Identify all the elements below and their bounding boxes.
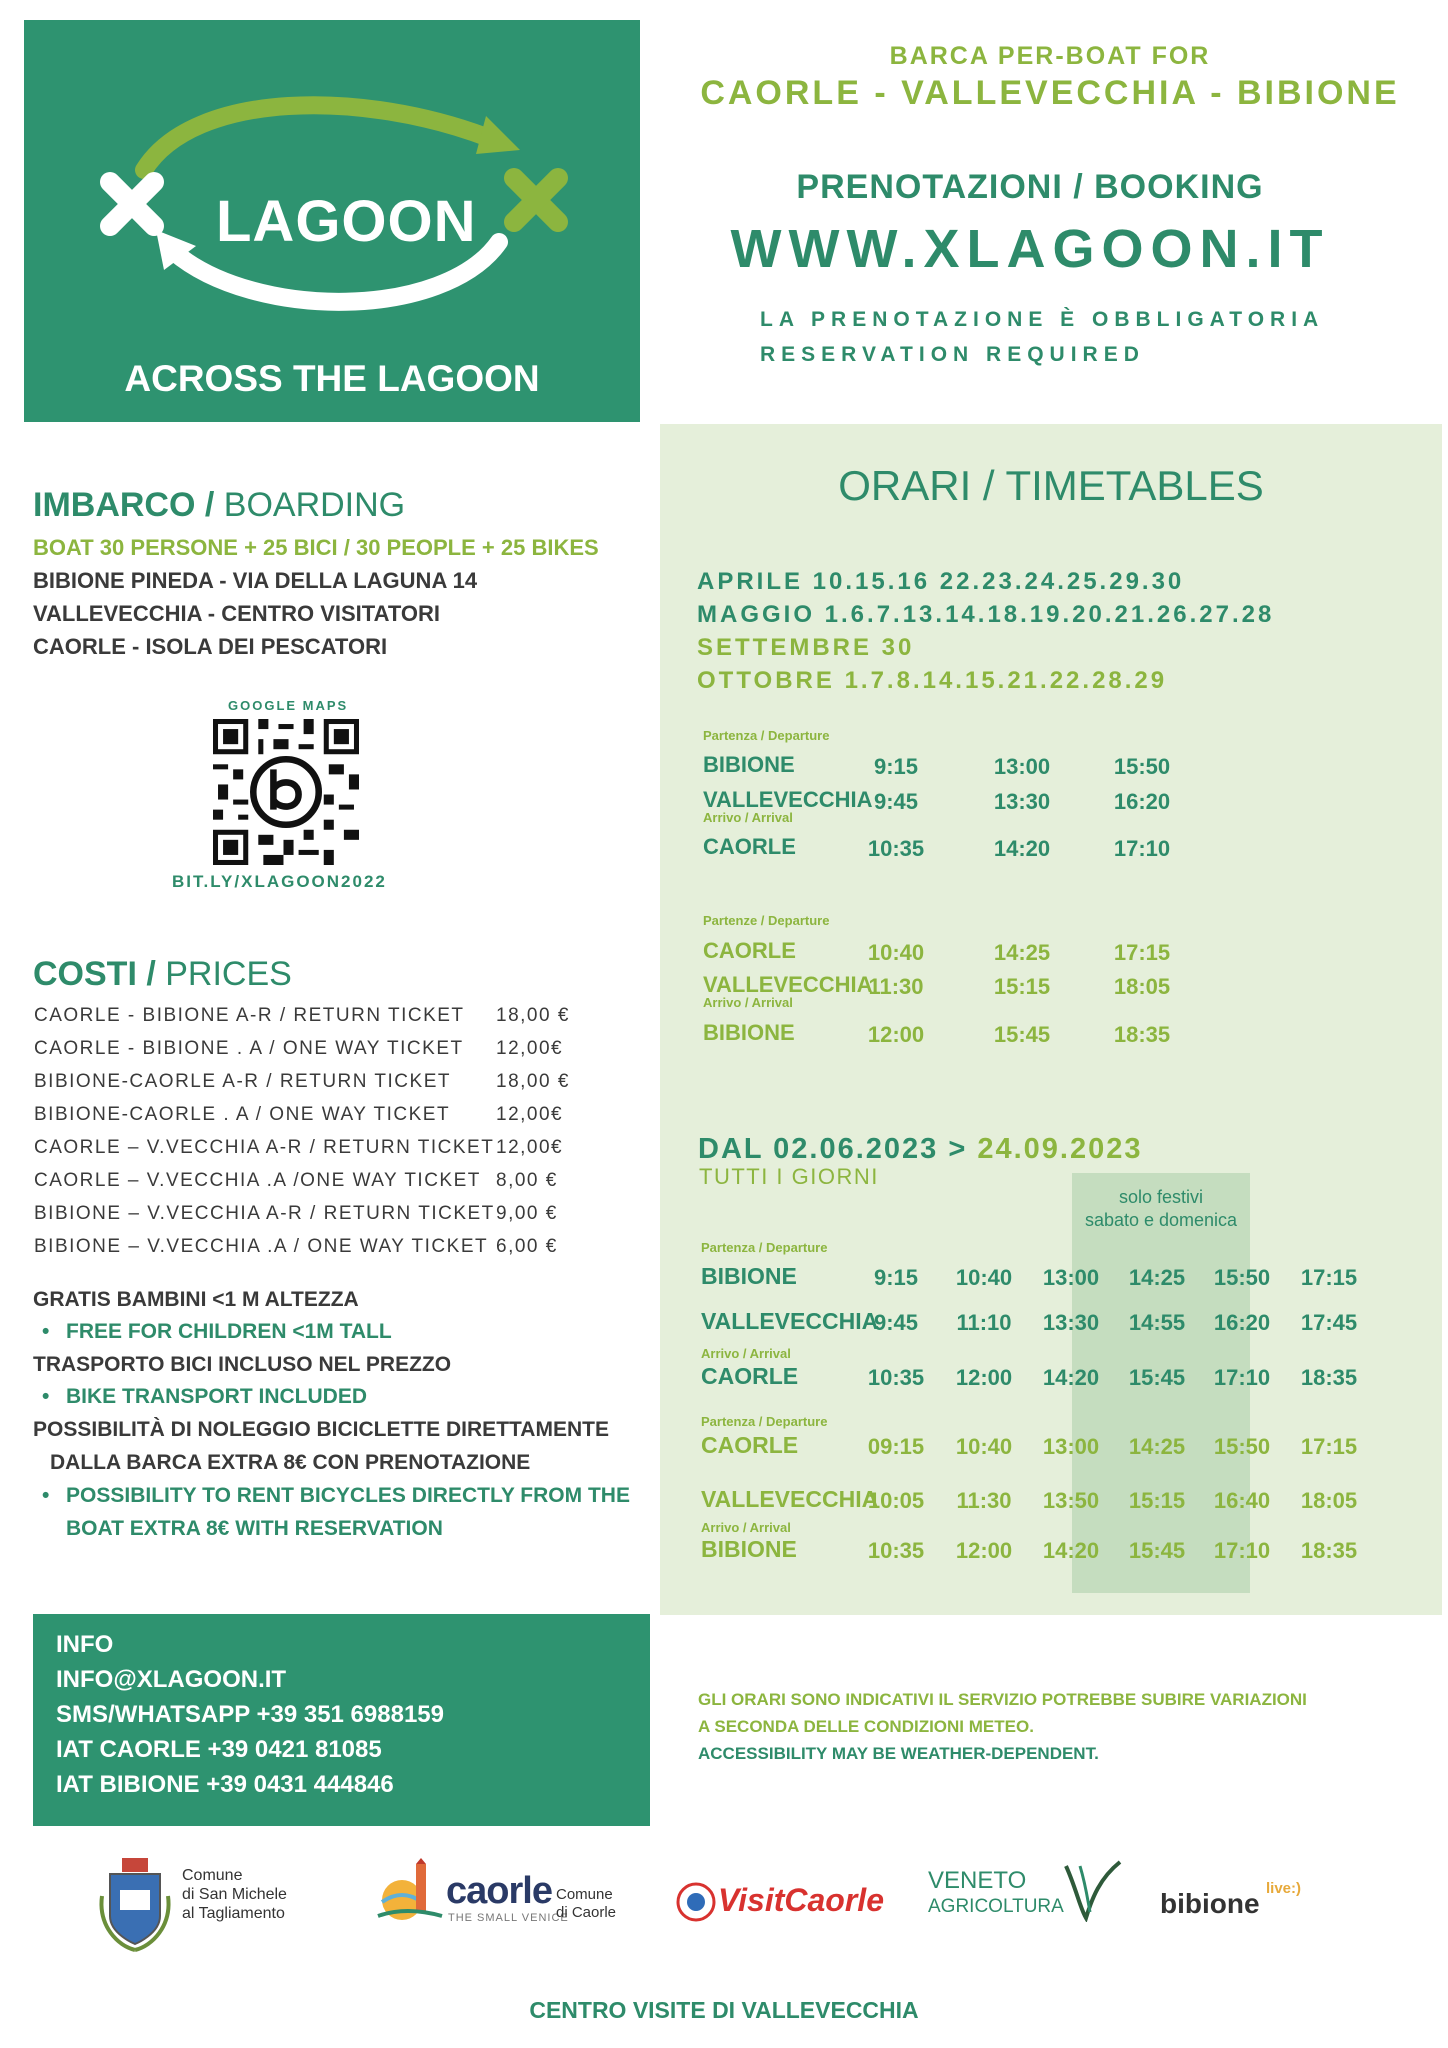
price-label: BIBIONE-CAORLE A-R / RETURN TICKET	[34, 1071, 451, 1092]
departure-time: 13:00	[993, 754, 1051, 779]
rent-note-it-1: POSSIBILITÀ DI NOLEGGIO BICICLETTE DIRETTAMENTE	[33, 1418, 609, 1441]
info-email[interactable]: INFO@XLAGOON.IT	[56, 1666, 287, 1693]
bike-note-en: • BIKE TRANSPORT INCLUDED	[66, 1385, 367, 1409]
disclaimer-line: GLI ORARI SONO INDICATIVI IL SERVIZIO POTREBBE SUBIRE VARIAZIONI	[698, 1690, 1307, 1709]
every-day-label: TUTTI I GIORNI	[699, 1164, 879, 1189]
departure-time: 10:40	[955, 1265, 1013, 1290]
qr-caption: GOOGLE MAPS	[228, 698, 349, 713]
san-michele-line: Comune	[182, 1867, 243, 1884]
stop-name: BIBIONE	[701, 1263, 797, 1289]
reservation-required-it: LA PRENOTAZIONE È OBBLIGATORIA	[760, 308, 1325, 331]
departure-time: 18:35	[1300, 1365, 1358, 1390]
departure-time: 16:20	[1113, 789, 1171, 814]
stop-name: VALLEVECCHIA	[703, 972, 873, 997]
stop-name: BIBIONE	[703, 752, 795, 777]
price-value: 18,00 €	[496, 1071, 570, 1092]
departure-time: 11:30	[868, 974, 924, 999]
departure-time: 17:15	[1300, 1265, 1358, 1290]
departure-time: 9:15	[873, 754, 919, 779]
departure-time: 10:40	[955, 1434, 1013, 1459]
bibione-wordmark: bibione	[1160, 1888, 1260, 1919]
footer-label: CENTRO VISITE DI VALLEVECCHIA	[529, 1997, 919, 2023]
price-value: 12,00€	[496, 1137, 564, 1158]
departure-time: 15:50	[1113, 754, 1171, 779]
departure-time: 15:45	[993, 1022, 1051, 1047]
qr-code-icon[interactable]	[213, 719, 359, 865]
departure-time: 10:35	[867, 1538, 925, 1563]
comune-caorle-line: di Caorle	[556, 1904, 617, 1921]
departure-time: 15:45	[1128, 1538, 1186, 1563]
price-label: CAORLE - BIBIONE A-R / RETURN TICKET	[34, 1005, 465, 1026]
san-michele-text	[182, 1866, 287, 1923]
departure-time: 18:05	[1300, 1488, 1358, 1513]
departure-time: 14:20	[993, 836, 1051, 861]
departure-time: 9:45	[873, 789, 919, 814]
departure-time: 18:35	[1113, 1022, 1171, 1047]
veneto-agricoltura-logo	[1062, 1858, 1124, 1927]
bibione-live-tag: live:)	[1266, 1880, 1302, 1897]
departure-time: 13:50	[1042, 1488, 1100, 1513]
departure-time: 11:30	[956, 1488, 1012, 1513]
website-link[interactable]: WWW.XLAGOON.IT	[730, 219, 1330, 279]
arrival-label: Arrivo / Arrival	[701, 1346, 791, 1361]
departure-time: 10:35	[867, 1365, 925, 1390]
arrival-label: Arrivo / Arrival	[701, 1520, 791, 1535]
agricoltura-line: AGRICOLTURA	[928, 1896, 1064, 1917]
departure-time: 14:55	[1128, 1310, 1186, 1335]
departure-time: 14:20	[1042, 1365, 1100, 1390]
departure-time: 13:00	[1042, 1434, 1100, 1459]
departure-time: 16:20	[1213, 1310, 1271, 1335]
departure-label: Partenza / Departure	[703, 728, 830, 743]
boarding-point: CAORLE - ISOLA DEI PESCATORI	[33, 634, 388, 659]
summer-range	[698, 1133, 1142, 1166]
info-sms-whatsapp[interactable]: SMS/WHATSAPP +39 351 6988159	[56, 1701, 444, 1728]
stop-name: VALLEVECCHIA	[703, 787, 873, 812]
departure-time: 10:05	[867, 1488, 925, 1513]
departure-label: Partenza / Departure	[701, 1414, 828, 1429]
caorle-subtitle: THE SMALL VENICE	[448, 1912, 569, 1924]
departure-time: 9:15	[873, 1265, 919, 1290]
visit-caorle-wordmark: VisitCaorle	[718, 1882, 884, 1918]
price-label: CAORLE – V.VECCHIA .A /ONE WAY TICKET	[34, 1170, 481, 1191]
stop-name: VALLEVECCHIA	[701, 1308, 879, 1334]
timetable-title: ORARI / TIMETABLES	[838, 462, 1264, 509]
departure-time: 14:25	[1128, 1265, 1186, 1290]
caorle-logo	[376, 1858, 446, 1933]
weekend-note-line: sabato e domenica	[1084, 1210, 1238, 1230]
dates-september: SETTEMBRE 30	[697, 634, 915, 661]
departure-time: 12:00	[867, 1022, 925, 1047]
booking-label: PRENOTAZIONI / BOOKING	[796, 168, 1264, 206]
boarding-title	[33, 486, 405, 525]
departure-time: 15:15	[993, 974, 1051, 999]
price-label: BIBIONE-CAORLE . A / ONE WAY TICKET	[34, 1104, 451, 1125]
disclaimer-line: ACCESSIBILITY MAY BE WEATHER-DEPENDENT.	[698, 1744, 1099, 1763]
route-intro: BARCA PER-BOAT FOR	[889, 42, 1211, 70]
rent-note-en-2: BOAT EXTRA 8€ WITH RESERVATION	[66, 1517, 443, 1540]
stop-name: CAORLE	[703, 938, 796, 963]
weekend-note-line: solo festivi	[1118, 1187, 1204, 1207]
price-label: CAORLE - BIBIONE . A / ONE WAY TICKET	[34, 1038, 464, 1059]
departure-time: 12:00	[955, 1365, 1013, 1390]
prices-title-light: PRICES	[155, 955, 292, 993]
departure-time: 14:25	[993, 940, 1051, 965]
bike-note-it: TRASPORTO BICI INCLUSO NEL PREZZO	[33, 1353, 452, 1376]
departure-time: 17:45	[1300, 1310, 1358, 1335]
departure-time: 13:00	[1042, 1265, 1100, 1290]
departure-time: 15:45	[1128, 1365, 1186, 1390]
san-michele-logo	[98, 1856, 172, 1957]
departure-time: 17:10	[1113, 836, 1171, 861]
qr-short-link[interactable]: BIT.LY/XLAGOON2022	[172, 872, 387, 891]
departure-time: 12:00	[955, 1538, 1013, 1563]
boarding-point: VALLEVECCHIA - CENTRO VISITATORI	[33, 601, 441, 626]
arrival-label: Arrivo / Arrival	[703, 810, 793, 825]
san-michele-line: di San Michele	[182, 1886, 287, 1903]
stop-name: CAORLE	[701, 1363, 799, 1389]
boarding-point: BIBIONE PINEDA - VIA DELLA LAGUNA 14	[33, 568, 478, 593]
boarding-title-light: BOARDING	[214, 486, 406, 524]
visit-caorle-emblem-icon	[676, 1882, 716, 1922]
prices-title-bold: COSTI /	[33, 955, 156, 993]
info-iat-bibione[interactable]: IAT BIBIONE +39 0431 444846	[56, 1771, 394, 1798]
veneto-line: VENETO	[928, 1867, 1027, 1894]
price-value: 12,00€	[496, 1038, 564, 1059]
reservation-required-en: RESERVATION REQUIRED	[760, 343, 1145, 366]
price-value: 6,00 €	[496, 1236, 558, 1257]
kids-note-it: GRATIS BAMBINI <1 M ALTEZZA	[33, 1288, 359, 1311]
coat-of-arms-icon	[98, 1856, 172, 1952]
arrival-label: Arrivo / Arrival	[703, 995, 793, 1010]
departure-time: 14:25	[1128, 1434, 1186, 1459]
logo-box	[24, 20, 640, 422]
dates-april: APRILE 10.15.16 22.23.24.25.29.30	[697, 568, 1185, 595]
departure-time: 18:35	[1300, 1538, 1358, 1563]
logo-tagline: ACROSS THE LAGOON	[124, 358, 540, 399]
weekend-note	[1072, 1186, 1250, 1232]
price-label: BIBIONE – V.VECCHIA A-R / RETURN TICKET	[34, 1203, 495, 1224]
summer-from: DAL 02.06.2023 >	[698, 1133, 978, 1165]
price-value: 12,00€	[496, 1104, 564, 1125]
caorle-wordmark: caorle	[446, 1870, 552, 1912]
price-value: 9,00 €	[496, 1203, 558, 1224]
logo-wordmark: LAGOON	[216, 189, 477, 254]
departure-time: 9:45	[873, 1310, 919, 1335]
rent-note-en-1: • POSSIBILITY TO RENT BICYCLES DIRECTLY FROM THE	[66, 1484, 630, 1508]
price-value: 18,00 €	[496, 1005, 570, 1026]
price-value: 8,00 €	[496, 1170, 558, 1191]
stop-name: CAORLE	[701, 1432, 799, 1458]
stop-name: BIBIONE	[703, 1020, 795, 1045]
caorle-emblem-icon	[376, 1858, 446, 1928]
info-box	[33, 1614, 650, 1826]
departure-label: Partenze / Departure	[703, 913, 830, 928]
departure-time: 11:10	[956, 1310, 1012, 1335]
san-michele-line: al Tagliamento	[182, 1905, 285, 1922]
visit-caorle-logo	[676, 1882, 716, 1927]
rent-note-it-2: DALLA BARCA EXTRA 8€ CON PRENOTAZIONE	[50, 1451, 531, 1474]
prices-title	[33, 955, 292, 994]
departure-time: 17:15	[1113, 940, 1171, 965]
boarding-title-bold: IMBARCO /	[33, 486, 215, 524]
departure-time: 16:40	[1213, 1488, 1271, 1513]
departure-time: 17:10	[1213, 1365, 1271, 1390]
dates-may: MAGGIO 1.6.7.13.14.18.19.20.21.26.27.28	[697, 601, 1275, 628]
departure-time: 15:50	[1213, 1434, 1271, 1459]
comune-caorle-text	[556, 1886, 616, 1922]
price-label: CAORLE – V.VECCHIA A-R / RETURN TICKET	[34, 1137, 495, 1158]
departure-time: 17:10	[1213, 1538, 1271, 1563]
departure-time: 17:15	[1300, 1434, 1358, 1459]
boat-capacity: BOAT 30 PERSONE + 25 BICI / 30 PEOPLE + 25 BIKES	[33, 535, 599, 560]
veneto-agricoltura-text	[928, 1868, 1064, 1920]
comune-caorle-line: Comune	[556, 1886, 613, 1903]
price-label: BIBIONE – V.VECCHIA .A / ONE WAY TICKET	[34, 1236, 489, 1257]
departure-time: 14:20	[1042, 1538, 1100, 1563]
stop-name: CAORLE	[703, 834, 796, 859]
info-title: INFO	[56, 1631, 114, 1658]
departure-time: 10:40	[867, 940, 925, 965]
info-iat-caorle[interactable]: IAT CAORLE +39 0421 81085	[56, 1736, 382, 1763]
disclaimer-line: A SECONDA DELLE CONDIZIONI METEO.	[698, 1717, 1034, 1736]
departure-time: 15:50	[1213, 1265, 1271, 1290]
departure-time: 15:15	[1128, 1488, 1186, 1513]
kids-note-en: • FREE FOR CHILDREN <1M TALL	[66, 1320, 392, 1344]
departure-time: 09:15	[867, 1434, 925, 1459]
departure-time: 18:05	[1113, 974, 1171, 999]
summer-to: 24.09.2023	[977, 1133, 1143, 1165]
stop-name: VALLEVECCHIA	[701, 1486, 879, 1512]
departure-time: 13:30	[1042, 1310, 1100, 1335]
route-title: CAORLE - VALLEVECCHIA - BIBIONE	[700, 74, 1400, 112]
departure-label: Partenza / Departure	[701, 1240, 828, 1255]
dates-october: OTTOBRE 1.7.8.14.15.21.22.28.29	[697, 667, 1168, 694]
departure-time: 10:35	[867, 836, 925, 861]
departure-time: 13:30	[993, 789, 1051, 814]
stop-name: BIBIONE	[701, 1536, 797, 1562]
veneto-v-icon	[1062, 1858, 1124, 1922]
